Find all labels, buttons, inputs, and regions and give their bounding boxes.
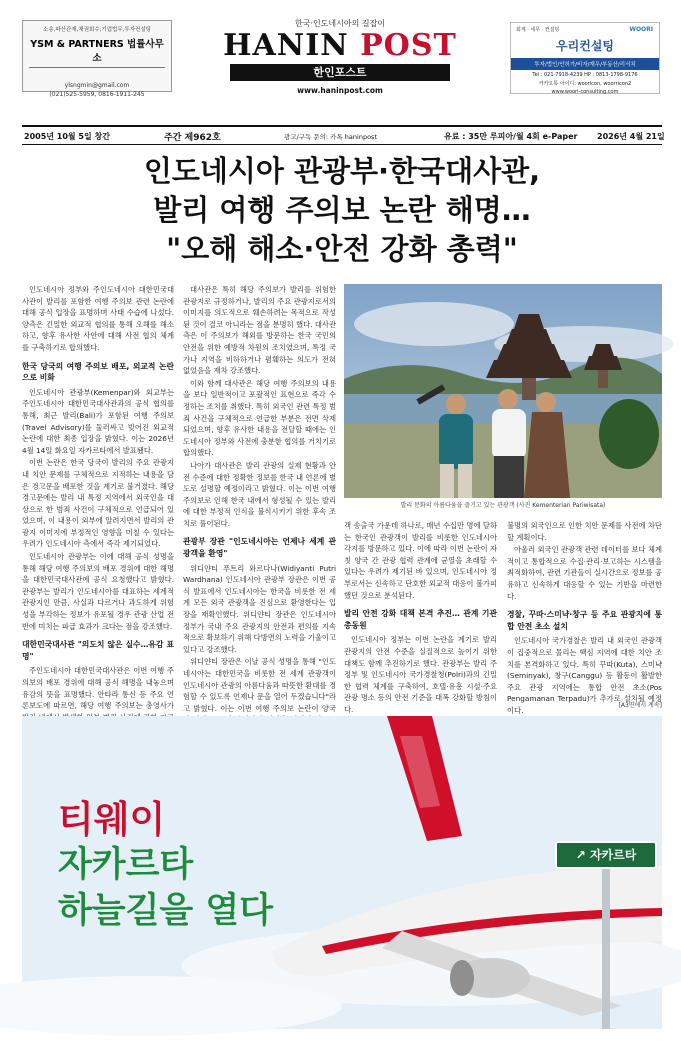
paragraph: 인도네시아 정부와 주인도네시아 대한민국대사관이 발리를 포함한 여행 주의보 관련 논란에 대해 공식 입장을 표명하며 사태 수습에 나섰다. 양측은 긴밀한 외교적 협의를 통해 오해를 해소하고, 향후 유사한 사안에 대해 사전 협의 체계를 구축하기로 합의했다. [22,285,174,352]
logo-korean-name: 한인포스트 [230,64,450,81]
paragraph: 대사관은 특히 해당 주의보가 발리를 위험한 관광지로 규정하거나, 발리의 주요 관광지로서의 이미지를 의도적으로 훼손하려는 목적으로 작성된 것이 결코 아니라는 점을 분명히 했다. 대사관 측은 이 주의보가 해외를 방문하는 한국 국민의 안전을 위한 예방적 차원의 조치였으며, 특정 국가나 지역을 비하하거나 폄훼하는 의도가 전혀 없었음을 재차 강조했다. [183,285,336,376]
law-firm-phone: (021)525-5959, 0816-1911-245 [49,91,145,98]
headline [22,152,662,269]
article-column-4 [507,520,662,715]
consulting-services: 투자/법인/인허가/비자/재무/부동산/리서치 [511,58,659,70]
direction-sign [555,841,657,869]
consulting-phone: Tel : 021-7918-4239 HP : 0813-1798-9176 [532,72,638,78]
logo-tagline: 한국·인도네시아의 길잡이 [294,19,386,28]
arrow-up-right-icon: ↗ [575,848,586,862]
founded-date: 2005년 10월 5일 창간 [24,132,110,141]
masthead [0,0,681,125]
ad-headline-city: 자카르타 [58,845,194,885]
paragraph: 아울러 외국인 관광객 관련 데이터를 보다 체계적이고 통합적으로 수집·관리·보고하는 시스템을 최적화하여, 관련 기관들이 실시간으로 정보를 공유하고 신속하게 대응할 수 있는 기반을 마련한다. [507,545,662,601]
tway-airline-ad[interactable] [22,716,662,1029]
subheading: 관광부 장관 "인도네시아는 언제나 세계 관광객을 환영" [183,537,336,559]
consulting-kakao: 카카오톡 아이디: wooricon, woorricon2 [538,81,632,87]
paragraph: 위디얀티 푸트리 와르다나(Widiyanti Putri Wardhana) 인도네시아 관광부 장관은 이번 공식 발표에서 인도네시아는 한국을 비롯한 전 세계 모든 외국 관광객을 진심으로 환영한다는 입장을 재확인했다. 위디얀티 장관은 인도네시아 정부가 국내 주요 관광지의 안전과 편의를 지속적으로 확보하기 위해 다방면의 노력을 기울이고 있다고 강조했다. [183,563,336,654]
paragraph: 이와 함께 대사관은 해당 여행 주의보의 내용을 보다 일반적이고 포괄적인 표현으로 즉각 수정하는 조치를 취했다. 특히 외국인 관련 특정 범죄 사건을 구체적으로 언급한 부분은 전면 삭제되었으며, 향후 유사한 내용을 전달할 때에는 인도네시아 정부와 사전에 충분한 협의를 거치기로 합의했다. [183,378,336,458]
article-column-1 [22,284,174,709]
law-firm-name: YSM & PARTNERS 법률사무소 [29,36,165,68]
subheading: 경찰, 꾸따·스미냑·창구 등 주요 관광지에 통합 안전 초소 설치 [507,610,662,631]
photo-caption: 발리 문화의 아름다움을 즐기고 있는 관광객 (사진 Kementerian Pariwisata) [400,502,606,509]
subheading: 발리 안전 강화 대책 본격 추진… 관계 기관 총동원 [344,609,497,630]
subscription-contact: 광고/구독 문의: 카톡 haninpost [284,133,377,141]
continued-note: [A3면에서 계속] [618,702,662,709]
consulting-web: www.woori-consulting.com [551,89,619,95]
paragraph: 주인도네시아 대한민국대사관은 이번 여행 주의보의 배포 경위에 대해 공식 해명을 내놓으며 유감의 뜻을 표명했다. 안타라 통신 등 주요 언론보도에 따르면, 해당 여행 주의보는 총영사가 [22,666,174,711]
sign-post [602,869,610,1029]
direction-sign-label: 자카르타 [589,848,637,862]
law-firm-services: 소송,파산관재,채권회수,기업법무,투자컨설팅 [43,27,151,33]
paragraph: 인도네시아 관광부는 이에 대해 공식 성명을 통해 해당 여행 주의보의 배포 경위에 대한 해명을 대한민국대사관에 공식 요청했다고 밝혔다. 관광부는 발리가 인도네시아를 대표하는 세계적 관광지인 만큼, 사실과 다르거나 과도하게 위험성을 부각하는 정보가 유포될 경우 관광 산업 전반에 미치는 파급 효과가 크다는 점을 강조했다. [22,552,174,631]
law-firm-ad[interactable] [22,20,172,98]
consulting-category: 회계 · 세무 · 컨설팅 [516,27,560,33]
headline-line-2: 발리 여행 주의보 논란 해명… [153,193,531,227]
subheading: 대한민국대사관 "의도치 않은 실수…유감 표명" [22,640,174,661]
logo-wordmark: HANIN POST [223,28,457,63]
consulting-name: 우리컨설팅 [556,39,614,53]
paragraph: 객 송출국 가운데 하나로, 매년 수십만 명에 달하는 한국인 관광객이 발리를 비롯한 인도네시아 각지를 방문하고 있다. 이에 따라 이번 논란이 자칫 양국 간 관광 협력 관계에 균열을 초래할 수 있다는 우려가 제기된 바 있으며, 인도네시아 정부로서는 신속하고 단호한 외교적 대응이 불가피했던 것으로 분석된다. [344,521,497,600]
ad-headline-brand: 티웨이 [58,798,166,841]
paragraph: 인도네시아 관광부(Kemenpar)와 외교부는 주인도네시아 대한민국대사관과의 공식 협의를 통해, 최근 발리(Bali)가 포함된 여행 주의보(Travel Advisory)를 둘러싸고 빚어진 외교적 논란에 대한 최종 입장을 밝혔다. 이는 2026년 4월 14일 화요일 자카르타에서 발표됐다. [22,387,174,455]
headline-line-1: 인도네시아 관광부·한국대사관, [143,154,541,188]
paragraph: 나아가 대사관은 발리 관광의 실제 현황과 안전 수준에 대한 정확한 정보를 한국 내 언론에 별도로 설명할 예정이라고 밝혔다. 이는 이번 여행 주의보로 인해 한국 내에서 형성될 수 있는 발리에 대한 부정적 인식을 불식시키기 위한 후속 조치로 풀이된다. [183,460,336,528]
price-info: 유료 : 35만 루피아/월 4회 e-Paper [444,132,578,141]
headline-line-3: "오해 해소·안전 강화 총력" [166,232,518,266]
paragraph: 불명의 외국인으로 인한 치안 문제를 사전에 차단할 계획이다. [507,521,662,542]
bali-tourists-photo [344,284,662,498]
ad-headline-slogan: 하늘길을 열다 [58,891,274,931]
consulting-brand-logo: WOORI [629,26,653,33]
article-column-3 [344,520,497,714]
consulting-ad[interactable] [510,22,660,94]
issue-number: 주간 제962호 [164,133,221,143]
newspaper-logo[interactable] [205,18,475,108]
subheading: 한국 당국의 여행 주의보 배포, 외교적 논란으로 비화 [22,361,174,383]
paragraph: 이번 논란은 한국 당국이 발리의 주요 관광지 내 치안 문제를 구체적으로 지적하는 내용을 담은 경고문을 배포한 것을 계기로 불거졌다. 해당 경고문에는 발리 내 특정 지역에서 외국인을 대상으로 한 범죄 사건이 구체적으로 언급되어 있었으며, 이 내용이 외부에 알려지면서 발리의 관광지 이미지에 부정적인 영향을 미칠 수 있다는 우려가 인도네시아 측에서 즉각 제기되었다. [22,458,174,549]
site-url[interactable]: www.haninpost.com [297,86,383,95]
paragraph: 인도네시아 국가경찰은 발리 내 외국인 관광객이 집중적으로 몰리는 핵심 지역에 대한 치안 조치를 본격화하고 있다. 특히 꾸따(Kuta), 스미냑(Seminyak), 창구(Canggu) 등 활동이 활발한 주요 관광 지역에는 통합 안전 초소(Pos Pengamanan Terpadu)가 추가로 설치될 예정이다. [507,636,662,715]
law-firm-email: ylsngmin@gmail.com [64,82,130,89]
paragraph: 인도네시아 정부는 이번 논란을 계기로 발리 관광지의 안전 수준을 실질적으로 높이기 위한 대책도 함께 추진하기로 했다. 관광부는 발리 주 정부 및 인도네시아 국가경찰청(Polri)과의 긴밀한 협력 체계를 구축하여, 호텔·유흥 시설·주요 관광 명소 등의 안전 기준을 대폭 강화할 방침이다. [344,635,497,714]
paragraph: 위디얀티 장관은 이날 공식 성명을 통해 "인도네시아는 대한민국을 비롯한 전 세계 관광객이 인도네시아 관광의 아름다움과 따뜻한 환대를 경험할 수 있도록 언제나 문을 열어 두겠습니다"라고 밝혔다. 이는 이번 여행 주의보 논란이 양국 [183,657,336,713]
issue-date: 2026년 4월 21일 [597,132,665,141]
article-column-2 [183,284,336,713]
dateline [22,125,665,145]
